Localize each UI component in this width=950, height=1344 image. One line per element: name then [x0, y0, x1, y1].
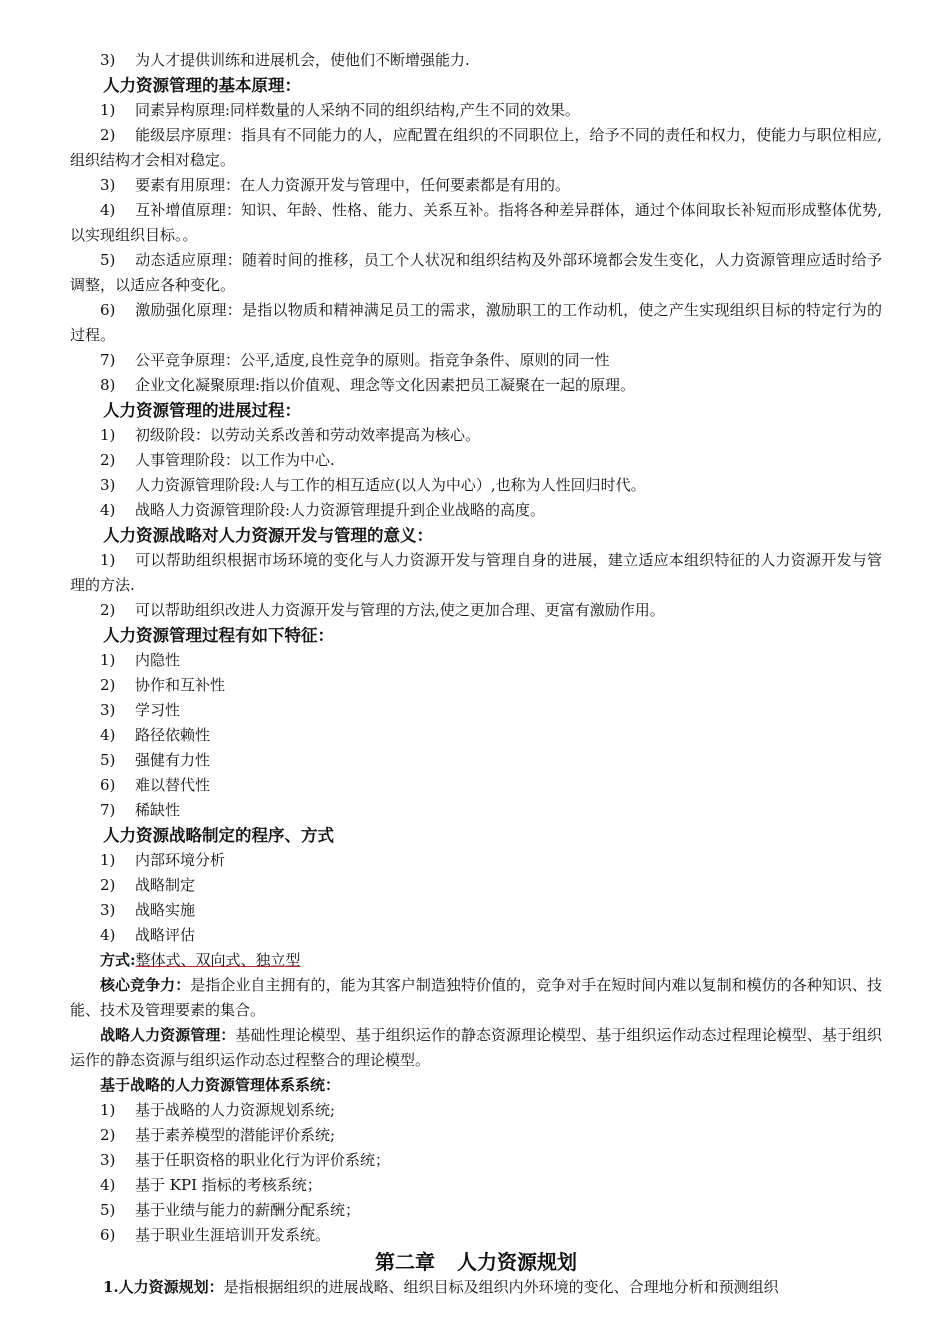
- core-competence-paragraph: 核心竞争力：是指企业自主拥有的，能为其客户制造独特价值的，竞争对手在短时间内难以复制和模仿的各种知识、技能、技术及管理要素的集合。: [70, 976, 882, 1019]
- list-item: 4) 互补增值原理：知识、年龄、性格、能力、关系互补。指将各种差异群体，通过个体间取长补短而形成整体优势,以实现组织目标。。: [70, 201, 882, 244]
- list-item: 2) 协作和互补性: [100, 676, 226, 694]
- list-item: 6) 基于职业生涯培训开发系统。: [100, 1226, 331, 1244]
- list-item: 5) 强健有力性: [100, 751, 211, 769]
- list-item: 6) 激励强化原理：是指以物质和精神满足员工的需求，激励职工的工作动机，使之产生实现组织目标的特定行为的过程。: [70, 301, 882, 344]
- strategic-hrm-label: 战略人力资源管理：: [100, 1026, 236, 1044]
- list-item: 1) 内隐性: [100, 651, 181, 669]
- section-heading-development-process: 人力资源管理的进展过程：: [103, 401, 301, 420]
- section-heading-process-features: 人力资源管理过程有如下特征：: [103, 626, 334, 645]
- list-item: 1) 同素异构原理:同样数量的人采纳不同的组织结构,产生不同的效果。: [100, 101, 580, 119]
- list-item: 7) 稀缺性: [100, 801, 181, 819]
- list-item: 1) 可以帮助组织根据市场环境的变化与人力资源开发与管理自身的进展，建立适应本组织特征的人力资源开发与管理的方法.: [70, 551, 882, 594]
- list-item: 3) 基于任职资格的职业化行为评价系统；: [100, 1151, 391, 1169]
- list-strategy-procedure: [70, 848, 882, 948]
- list-item: 4) 战略人力资源管理阶段:人力资源管理提升到企业战略的高度。: [100, 501, 546, 519]
- list-basic-principles: [70, 98, 882, 398]
- list-item: 3) 要素有用原理：在人力资源开发与管理中，任何要素都是有用的。: [100, 176, 571, 194]
- list-item: 5) 基于业绩与能力的薪酬分配系统；: [100, 1201, 361, 1219]
- definition-paragraph: 1.人力资源规划：是指根据组织的进展战略、组织目标及组织内外环境的变化、合理地分析和预测组织: [103, 1278, 779, 1296]
- list-item: 2) 战略制定: [100, 876, 196, 894]
- list-strategy-significance: [70, 548, 882, 623]
- list-item: 1) 内部环境分析: [100, 851, 226, 869]
- list-item: 2) 可以帮助组织改进人力资源开发与管理的方法,使之更加合理、更富有激励作用。: [100, 601, 665, 619]
- list-item: 1) 基于战略的人力资源规划系统;: [100, 1101, 336, 1119]
- mode-text: 整体式、双向式、独立型: [135, 951, 301, 969]
- core-competence-label: 核心竞争力：: [100, 976, 191, 994]
- list-item: 2) 能级层序原理：指具有不同能力的人，应配置在组织的不同职位上，给予不同的责任和权力，使能力与职位相应,组织结构才会相对稳定。: [70, 126, 882, 169]
- list-item: 7) 公平竞争原理：公平,适度,良性竞争的原则。指竞争条件、原则的同一性: [100, 351, 610, 369]
- section-heading-basic-principles: 人力资源管理的基本原理：: [103, 76, 301, 95]
- list-item: 3) 为人才提供训练和进展机会，使他们不断增强能力.: [100, 51, 470, 69]
- list-item: 2) 基于素养模型的潜能评价系统;: [100, 1126, 336, 1144]
- chapter-heading: [70, 1249, 882, 1275]
- chapter-number: 第二章: [375, 1250, 435, 1274]
- section-heading-system: 基于战略的人力资源管理体系系统：: [100, 1076, 341, 1094]
- list-process-features: [70, 648, 882, 823]
- list-item: 4) 路径依赖性: [100, 726, 211, 744]
- list-development-process: [70, 423, 882, 523]
- list-item: 1) 初级阶段：以劳动关系改善和劳动效率提高为核心。: [100, 426, 481, 444]
- list-system: [70, 1098, 882, 1248]
- strategic-hrm-paragraph: 战略人力资源管理：基础性理论模型、基于组织运作的静态资源理论模型、基于组织运作动态过程理论模型、基于组织运作的静态资源与组织运作动态过程整合的理论模型。: [70, 1026, 882, 1069]
- list-item: 8) 企业文化凝聚原理:指以价值观、理念等文化因素把员工凝聚在一起的原理。: [100, 376, 636, 394]
- list-item: 3) 学习性: [100, 701, 181, 719]
- section-heading-strategy-significance: 人力资源战略对人力资源开发与管理的意义：: [103, 526, 433, 545]
- list-item: 4) 基于 KPI 指标的考核系统；: [100, 1176, 322, 1194]
- mode-line: [70, 948, 882, 973]
- section-heading-strategy-procedure: 人力资源战略制定的程序、方式: [103, 826, 334, 845]
- list-item: 3) 战略实施: [100, 901, 196, 919]
- list-item: 6) 难以替代性: [100, 776, 211, 794]
- mode-label: 方式:: [100, 951, 136, 969]
- document-page: [70, 48, 882, 1300]
- chapter-title: 人力资源规划: [457, 1250, 577, 1274]
- list-item: 3) 人力资源管理阶段:人与工作的相互适应(以人为中心）,也称为人性回归时代。: [100, 476, 646, 494]
- list-item: 2) 人事管理阶段：以工作为中心.: [100, 451, 335, 469]
- list-item: 4) 战略评估: [100, 926, 196, 944]
- definition-label: 1.人力资源规划：: [103, 1278, 224, 1296]
- list-item: 5) 动态适应原理：随着时间的推移，员工个人状况和组织结构及外部环境都会发生变化，人力资源管理应适时给予调整，以适应各种变化。: [70, 251, 882, 294]
